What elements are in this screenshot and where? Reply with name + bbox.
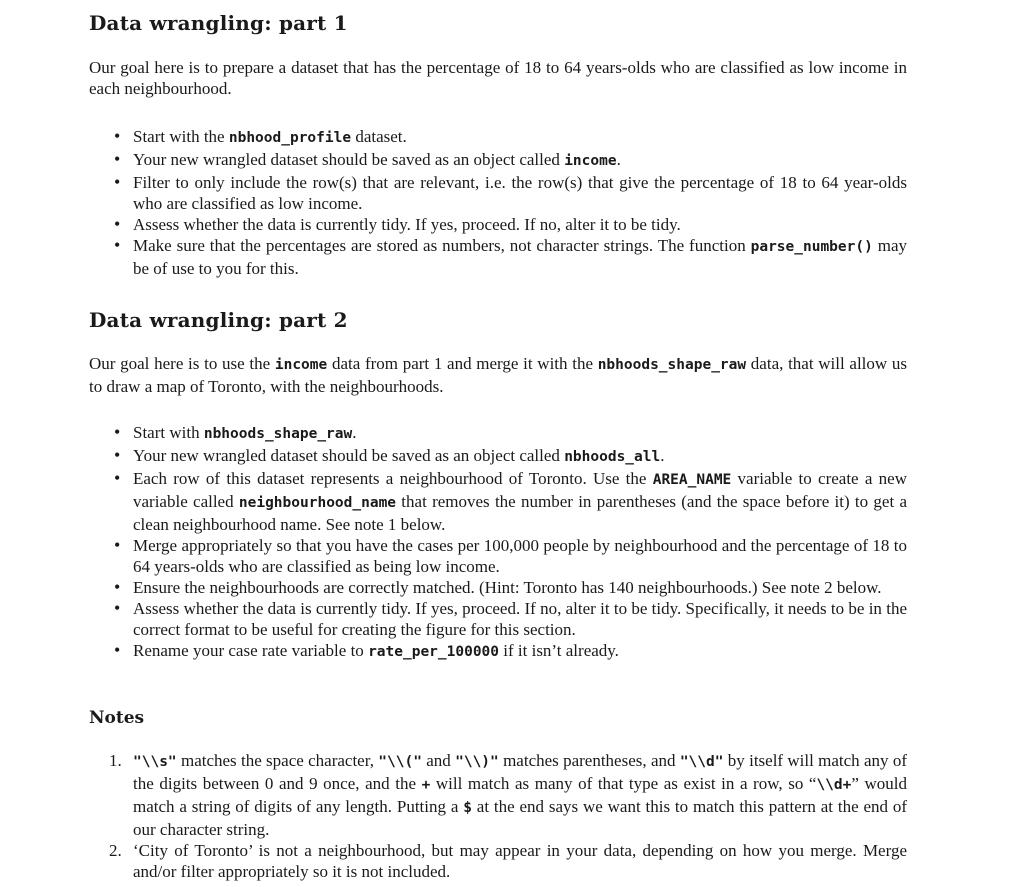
part1-heading: Data wrangling: part 1	[89, 11, 348, 35]
list-item: • Start with the nbhood_profile dataset.	[89, 126, 907, 149]
part2-intro: Our goal here is to use the income data from part 1 and merge it with the nbhoods_shape_raw data, that will allow us to draw a map of Toronto, with the neighbourhoods.	[89, 354, 907, 396]
note-item: 2. ‘City of Toronto’ is not a neighbourhood, but may appear in your data, depending on how you merge. Merge and/or filter appropriately so it is not included.	[109, 841, 907, 881]
list-item: • Your new wrangled dataset should be saved as an object called nbhoods_all.	[89, 445, 907, 468]
part1-list	[89, 126, 907, 279]
list-item: • Assess whether the data is currently tidy. If yes, proceed. If no, alter it to be tidy. Specifically, it needs to be in the correct format to be useful for creating the figure for this section.	[89, 598, 907, 640]
list-item: • Make sure that the percentages are stored as numbers, not character strings. The function parse_number() may be of use to you for this.	[89, 235, 907, 279]
list-item: • Merge appropriately so that you have the cases per 100,000 people by neighbourhood and the percentage of 18 to 64 years-olds who are classified as being low income.	[89, 535, 907, 577]
list-item: • Each row of this dataset represents a neighbourhood of Toronto. Use the AREA_NAME variable to create a new variable called neighbourhood_name that removes the number in parentheses (and the space before it) to get a clean neighbourhood name. See note 1 below.	[89, 468, 907, 535]
notes-list	[89, 750, 907, 882]
list-item: • Your new wrangled dataset should be saved as an object called income.	[89, 149, 907, 172]
part2-list	[89, 422, 907, 663]
list-item: • Assess whether the data is currently tidy. If yes, proceed. If no, alter it to be tidy.	[89, 214, 907, 235]
notes-heading: Notes	[89, 708, 145, 728]
part2-heading: Data wrangling: part 2	[89, 308, 348, 332]
list-item: • Rename your case rate variable to rate_per_100000 if it isn’t already.	[89, 640, 907, 663]
part1-intro: Our goal here is to prepare a dataset that has the percentage of 18 to 64 years-olds who are classified as low income in each neighbourhood.	[89, 58, 907, 98]
note-item: 1. "\\s" matches the space character, "\\(" and "\\)" matches parentheses, and "\\d" by itself will match any of the digits between 0 and 9 once, and the + will match as many of that type as exist in a row, so “\\d+” would match a string of digits of any length. Putting a $ at the end says we want this to match this pattern at the end of our character string.	[109, 751, 908, 839]
list-item: • Ensure the neighbourhoods are correctly matched. (Hint: Toronto has 140 neighbourhoods.) See note 2 below.	[89, 577, 907, 598]
list-item: • Filter to only include the row(s) that are relevant, i.e. the row(s) that give the percentage of 18 to 64 year-olds who are classified as low income.	[89, 172, 907, 214]
list-item: • Start with nbhoods_shape_raw.	[89, 422, 907, 445]
